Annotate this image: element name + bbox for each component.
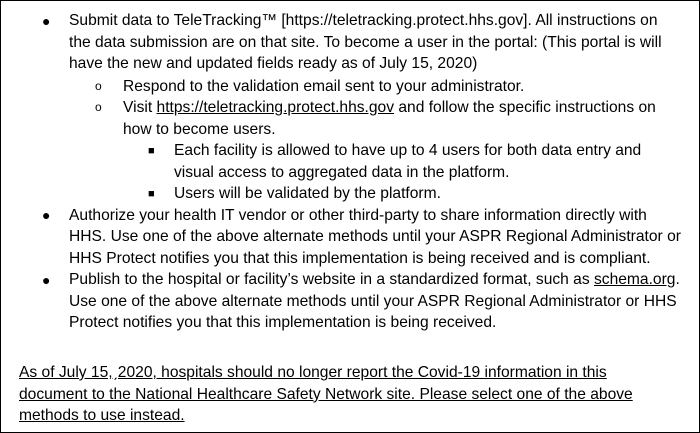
bullet-disc-authorize: ● (42, 207, 51, 223)
publish-line-2: Use one of the above alternate methods until your ASPR Regional Administrator or HHS (69, 292, 677, 310)
users-validated: Users will be validated by the platform. (174, 185, 441, 202)
bullet-square-users: ■ (148, 145, 155, 157)
teletracking-link[interactable]: https://teletracking.protect.hhs.gov (156, 99, 395, 116)
notice-line-1: As of July 15,ˏ2020, hospitals should no longer report the Covid-19 information in this (19, 364, 607, 381)
publish-suffix: . (675, 271, 680, 288)
publish-line-1 (69, 269, 680, 291)
bullet-circle-visit: o (95, 100, 102, 114)
teletracking-line-3: have the new and updated fields ready as of July 15, 2020) (69, 55, 478, 72)
respond-instruction: Respond to the validation email sent to your administrator. (123, 77, 525, 95)
notice-line-2: document to the National Healthcare Safety Network site. Please select one of the above (19, 385, 633, 403)
teletracking-line-1: Submit data to TeleTracking™ [https://teletracking.protect.hhs.gov]. All instructions on (69, 12, 658, 29)
visit-instruction-line-1 (123, 97, 656, 119)
teletracking-line-2: the data submission are on that site. To become a user in the portal: (This portal is will (69, 33, 662, 51)
bullet-circle-respond: o (95, 78, 102, 93)
users-limit-line-1: Each facility is allowed to have up to 4 users for both data entry and (174, 142, 642, 159)
visit-suffix: and follow the specific instructions on (394, 99, 656, 116)
schema-org-link[interactable]: schema.org (593, 271, 676, 288)
bullet-disc-teletracking: ● (42, 13, 51, 29)
notice-line-3: methods to use instead. (19, 407, 185, 424)
authorize-line-2: HHS. Use one of the above alternate methods until your ASPR Regional Administrator or (69, 228, 681, 245)
authorize-line-1: Authorize your health IT vendor or other third-party to share information directly with (69, 206, 647, 224)
visit-instruction-line-2: how to become users. (123, 120, 276, 138)
publish-line-3: Protect notifies you that this implementation is being received. (69, 314, 497, 331)
authorize-line-3: HHS Protect notifies you that this implementation is being received and is compliant. (69, 249, 651, 267)
bullet-square-validated: ■ (148, 188, 155, 200)
bullet-disc-publish: ● (42, 272, 51, 288)
publish-prefix: Publish to the hospital or facility’s website in a standardized format, such as (69, 271, 594, 288)
visit-prefix: Visit (123, 99, 157, 116)
users-limit-line-2: visual access to aggregated data in the platform. (174, 163, 510, 181)
